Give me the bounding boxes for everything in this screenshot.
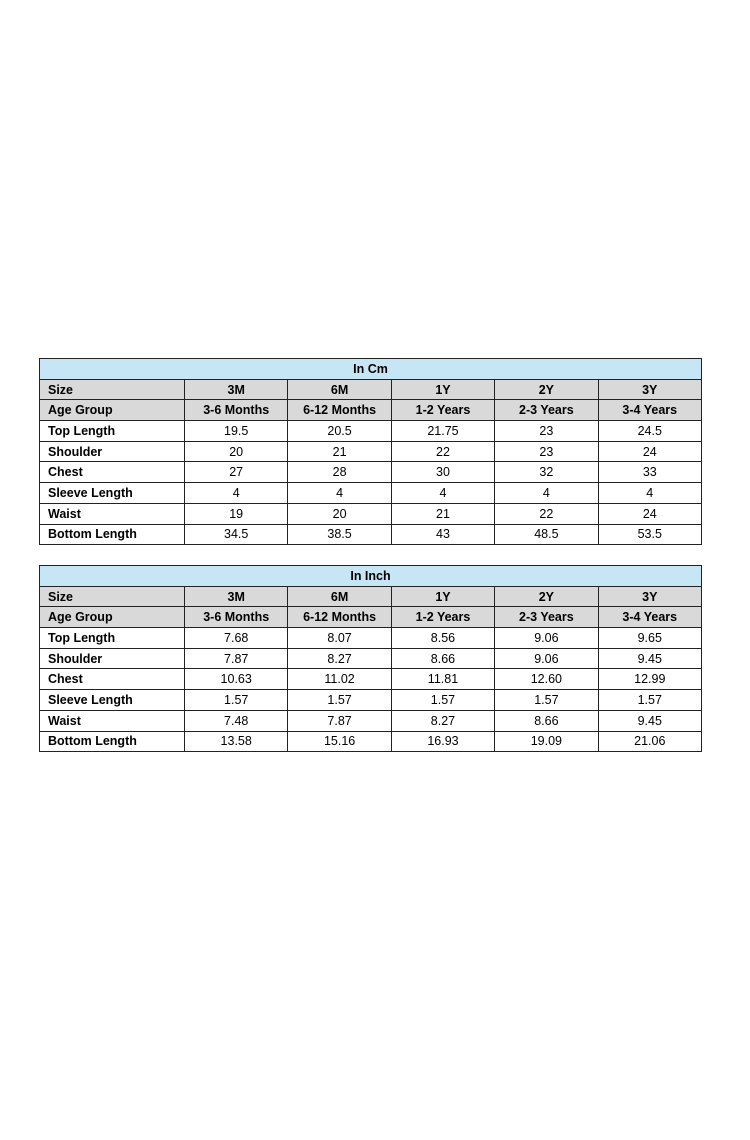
table-title-row — [40, 359, 702, 380]
value-cell: 20.5 — [288, 421, 391, 442]
table-row — [40, 690, 702, 711]
table-row — [40, 421, 702, 442]
row-label: Top Length — [40, 421, 185, 442]
value-cell: 8.27 — [288, 648, 391, 669]
table-title-row — [40, 566, 702, 587]
age-cell: 2-3 Years — [495, 607, 598, 628]
value-cell: 21.75 — [391, 421, 494, 442]
value-cell: 21 — [288, 441, 391, 462]
value-cell: 23 — [495, 421, 598, 442]
value-cell: 43 — [391, 524, 494, 545]
value-cell: 21.06 — [598, 731, 701, 752]
value-cell: 12.60 — [495, 669, 598, 690]
size-label: Size — [40, 586, 185, 607]
row-label: Shoulder — [40, 441, 185, 462]
value-cell: 4 — [598, 483, 701, 504]
value-cell: 4 — [288, 483, 391, 504]
value-cell: 11.81 — [391, 669, 494, 690]
age-group-row — [40, 400, 702, 421]
age-cell: 3-6 Months — [185, 607, 288, 628]
size-cell: 1Y — [391, 586, 494, 607]
row-label: Bottom Length — [40, 731, 185, 752]
value-cell: 15.16 — [288, 731, 391, 752]
value-cell: 24.5 — [598, 421, 701, 442]
row-label: Bottom Length — [40, 524, 185, 545]
value-cell: 7.48 — [185, 710, 288, 731]
table-row — [40, 503, 702, 524]
value-cell: 4 — [495, 483, 598, 504]
value-cell: 10.63 — [185, 669, 288, 690]
age-cell: 3-4 Years — [598, 607, 701, 628]
age-group-label: Age Group — [40, 607, 185, 628]
value-cell: 38.5 — [288, 524, 391, 545]
size-header-row — [40, 379, 702, 400]
row-label: Waist — [40, 710, 185, 731]
value-cell: 12.99 — [598, 669, 701, 690]
size-cell: 1Y — [391, 379, 494, 400]
value-cell: 22 — [495, 503, 598, 524]
size-header-row — [40, 586, 702, 607]
value-cell: 11.02 — [288, 669, 391, 690]
table-row — [40, 669, 702, 690]
table-row — [40, 648, 702, 669]
value-cell: 8.07 — [288, 628, 391, 649]
value-cell: 19 — [185, 503, 288, 524]
value-cell: 28 — [288, 462, 391, 483]
age-cell: 3-6 Months — [185, 400, 288, 421]
value-cell: 20 — [288, 503, 391, 524]
age-cell: 1-2 Years — [391, 400, 494, 421]
value-cell: 24 — [598, 503, 701, 524]
value-cell: 33 — [598, 462, 701, 483]
size-cell: 2Y — [495, 379, 598, 400]
size-cell: 3M — [185, 379, 288, 400]
size-chart-cm-table — [39, 358, 702, 545]
table-title: In Cm — [40, 359, 702, 380]
value-cell: 32 — [495, 462, 598, 483]
table-row — [40, 524, 702, 545]
age-group-row — [40, 607, 702, 628]
value-cell: 8.56 — [391, 628, 494, 649]
value-cell: 53.5 — [598, 524, 701, 545]
value-cell: 22 — [391, 441, 494, 462]
value-cell: 8.66 — [495, 710, 598, 731]
value-cell: 27 — [185, 462, 288, 483]
value-cell: 9.45 — [598, 710, 701, 731]
value-cell: 8.66 — [391, 648, 494, 669]
size-cell: 3Y — [598, 586, 701, 607]
value-cell: 1.57 — [185, 690, 288, 711]
value-cell: 9.06 — [495, 628, 598, 649]
value-cell: 9.65 — [598, 628, 701, 649]
age-cell: 3-4 Years — [598, 400, 701, 421]
size-cell: 2Y — [495, 586, 598, 607]
row-label: Waist — [40, 503, 185, 524]
table-row — [40, 441, 702, 462]
age-cell: 2-3 Years — [495, 400, 598, 421]
row-label: Sleeve Length — [40, 690, 185, 711]
value-cell: 24 — [598, 441, 701, 462]
table-row — [40, 462, 702, 483]
row-label: Shoulder — [40, 648, 185, 669]
value-cell: 34.5 — [185, 524, 288, 545]
value-cell: 4 — [391, 483, 494, 504]
value-cell: 7.68 — [185, 628, 288, 649]
age-cell: 6-12 Months — [288, 400, 391, 421]
table-row — [40, 483, 702, 504]
value-cell: 48.5 — [495, 524, 598, 545]
table-row — [40, 710, 702, 731]
value-cell: 16.93 — [391, 731, 494, 752]
value-cell: 20 — [185, 441, 288, 462]
value-cell: 1.57 — [598, 690, 701, 711]
value-cell: 30 — [391, 462, 494, 483]
size-label: Size — [40, 379, 185, 400]
age-cell: 6-12 Months — [288, 607, 391, 628]
row-label: Sleeve Length — [40, 483, 185, 504]
size-cell: 3M — [185, 586, 288, 607]
value-cell: 19.09 — [495, 731, 598, 752]
table-title: In Inch — [40, 566, 702, 587]
age-group-label: Age Group — [40, 400, 185, 421]
table-row — [40, 628, 702, 649]
row-label: Top Length — [40, 628, 185, 649]
size-cell: 3Y — [598, 379, 701, 400]
size-chart-inch-table — [39, 565, 702, 752]
value-cell: 9.06 — [495, 648, 598, 669]
value-cell: 7.87 — [185, 648, 288, 669]
value-cell: 1.57 — [495, 690, 598, 711]
table-row — [40, 731, 702, 752]
value-cell: 19.5 — [185, 421, 288, 442]
value-cell: 8.27 — [391, 710, 494, 731]
size-cell: 6M — [288, 379, 391, 400]
value-cell: 23 — [495, 441, 598, 462]
age-cell: 1-2 Years — [391, 607, 494, 628]
value-cell: 1.57 — [391, 690, 494, 711]
value-cell: 1.57 — [288, 690, 391, 711]
row-label: Chest — [40, 462, 185, 483]
value-cell: 7.87 — [288, 710, 391, 731]
value-cell: 9.45 — [598, 648, 701, 669]
value-cell: 21 — [391, 503, 494, 524]
value-cell: 13.58 — [185, 731, 288, 752]
size-cell: 6M — [288, 586, 391, 607]
value-cell: 4 — [185, 483, 288, 504]
row-label: Chest — [40, 669, 185, 690]
